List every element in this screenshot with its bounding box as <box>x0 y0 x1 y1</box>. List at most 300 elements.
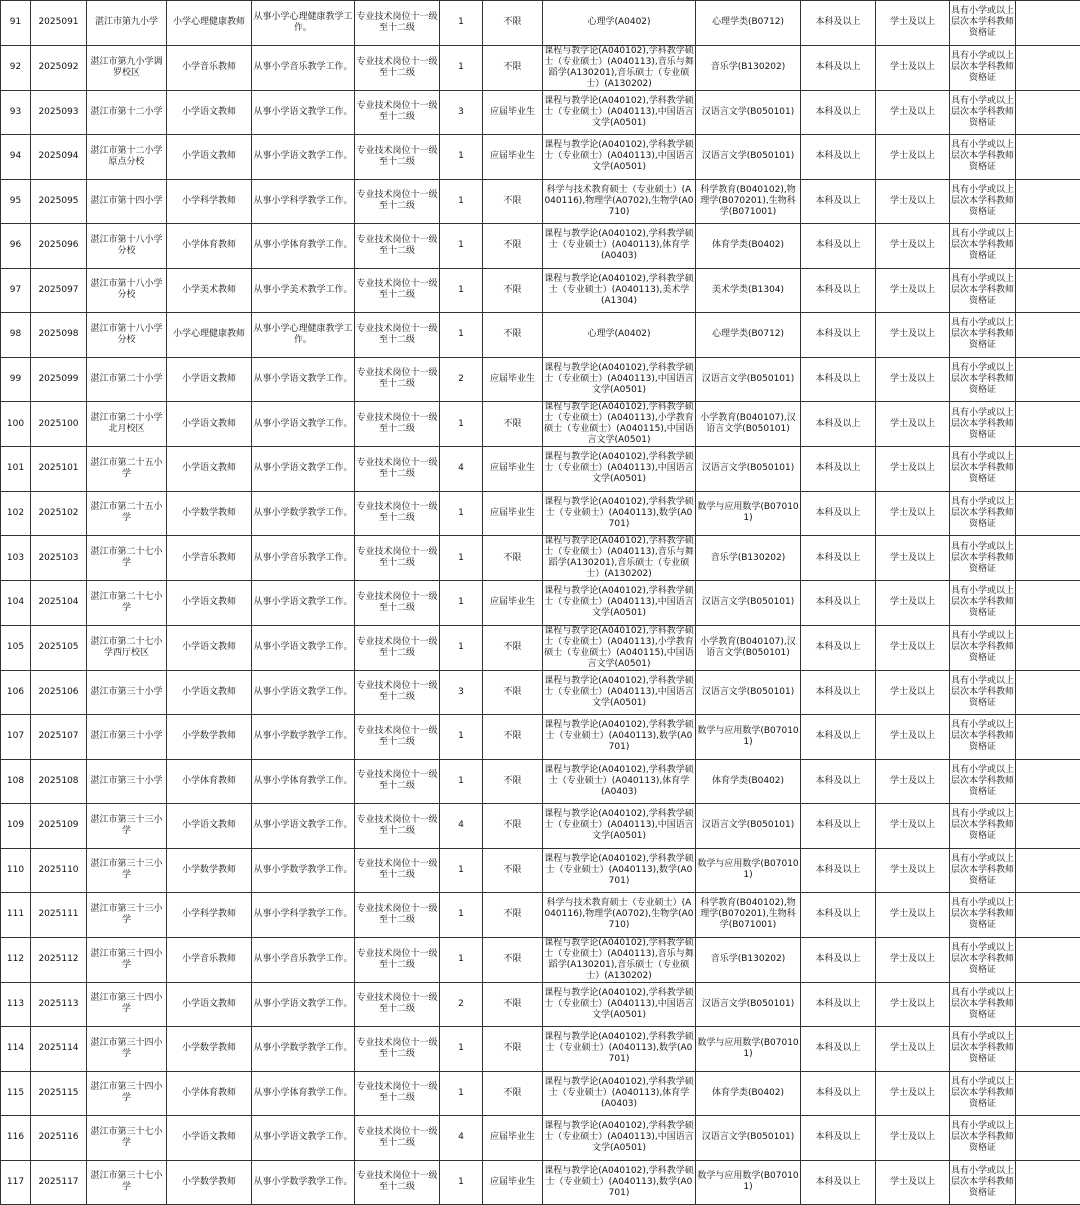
postgraduate-major-cell: 课程与教学论(A040102),学科教学硕士（专业硕士）(A040113),中国语言文学(A0501) <box>543 670 696 715</box>
postgraduate-major-cell: 课程与教学论(A040102),学科教学硕士（专业硕士）(A040113),体育学(A0403) <box>543 759 696 804</box>
job-description-cell: 从事小学语文教学工作。 <box>252 670 355 715</box>
education-requirement-cell: 本科及以上 <box>801 313 876 358</box>
serial-number-cell: 110 <box>1 848 31 893</box>
position-name-cell: 小学音乐教师 <box>167 937 252 982</box>
degree-requirement-cell: 学士及以上 <box>876 715 950 760</box>
other-requirements-cell: 具有小学或以上层次本学科教师资格证 <box>950 268 1016 313</box>
education-requirement-cell: 本科及以上 <box>801 715 876 760</box>
hiring-count-cell: 1 <box>440 135 483 180</box>
serial-number-cell: 116 <box>1 1116 31 1161</box>
undergraduate-major-cell: 汉语言文学(B050101) <box>696 135 801 180</box>
education-requirement-cell: 本科及以上 <box>801 268 876 313</box>
position-level-cell: 专业技术岗位十一级至十二级 <box>355 893 440 938</box>
job-description-cell: 从事小学科学教学工作。 <box>252 893 355 938</box>
hiring-count-cell: 1 <box>440 268 483 313</box>
remarks-cell <box>1016 715 1080 760</box>
position-code-cell: 2025092 <box>31 45 87 90</box>
position-name-cell: 小学数学教师 <box>167 715 252 760</box>
undergraduate-major-cell: 小学教育(B040107),汉语言文学(B050101) <box>696 402 801 447</box>
position-name-cell: 小学语文教师 <box>167 670 252 715</box>
degree-requirement-cell: 学士及以上 <box>876 447 950 492</box>
employer-name-cell: 湛江市第三十四小学 <box>87 982 167 1027</box>
education-requirement-cell: 本科及以上 <box>801 402 876 447</box>
position-name-cell: 小学语文教师 <box>167 357 252 402</box>
table-row <box>1 357 1080 402</box>
job-description-cell: 从事小学体育教学工作。 <box>252 224 355 269</box>
education-requirement-cell: 本科及以上 <box>801 135 876 180</box>
education-requirement-cell: 本科及以上 <box>801 759 876 804</box>
postgraduate-major-cell: 课程与教学论(A040102),学科教学硕士（专业硕士）(A040113),数学(A0701) <box>543 1027 696 1072</box>
table-row <box>1 402 1080 447</box>
remarks-cell <box>1016 224 1080 269</box>
employer-name-cell: 湛江市第三十七小学 <box>87 1116 167 1161</box>
postgraduate-major-cell: 课程与教学论(A040102),学科教学硕士（专业硕士）(A040113),音乐与舞蹈学(A130201),音乐硕士（专业硕士）(A130202) <box>543 937 696 982</box>
postgraduate-major-cell: 课程与教学论(A040102),学科教学硕士（专业硕士）(A040113),数学(A0701) <box>543 1160 696 1205</box>
hiring-count-cell: 1 <box>440 893 483 938</box>
position-code-cell: 2025093 <box>31 90 87 135</box>
remarks-cell <box>1016 581 1080 626</box>
position-code-cell: 2025106 <box>31 670 87 715</box>
position-code-cell: 2025112 <box>31 937 87 982</box>
candidate-type-cell: 不限 <box>483 402 543 447</box>
position-code-cell: 2025097 <box>31 268 87 313</box>
table-row <box>1 982 1080 1027</box>
position-name-cell: 小学语文教师 <box>167 90 252 135</box>
other-requirements-cell: 具有小学或以上层次本学科教师资格证 <box>950 357 1016 402</box>
position-level-cell: 专业技术岗位十一级至十二级 <box>355 1071 440 1116</box>
candidate-type-cell: 不限 <box>483 937 543 982</box>
position-name-cell: 小学数学教师 <box>167 491 252 536</box>
serial-number-cell: 97 <box>1 268 31 313</box>
other-requirements-cell: 具有小学或以上层次本学科教师资格证 <box>950 1160 1016 1205</box>
undergraduate-major-cell: 音乐学(B130202) <box>696 937 801 982</box>
undergraduate-major-cell: 汉语言文学(B050101) <box>696 670 801 715</box>
job-description-cell: 从事小学体育教学工作。 <box>252 1071 355 1116</box>
employer-name-cell: 湛江市第三十三小学 <box>87 893 167 938</box>
undergraduate-major-cell: 汉语言文学(B050101) <box>696 982 801 1027</box>
table-row <box>1 1160 1080 1205</box>
serial-number-cell: 96 <box>1 224 31 269</box>
position-level-cell: 专业技术岗位十一级至十二级 <box>355 447 440 492</box>
education-requirement-cell: 本科及以上 <box>801 447 876 492</box>
table-row <box>1 670 1080 715</box>
education-requirement-cell: 本科及以上 <box>801 1160 876 1205</box>
position-name-cell: 小学心理健康教师 <box>167 1 252 46</box>
position-code-cell: 2025111 <box>31 893 87 938</box>
employer-name-cell: 湛江市第二十七小学 <box>87 581 167 626</box>
undergraduate-major-cell: 心理学类(B0712) <box>696 313 801 358</box>
position-level-cell: 专业技术岗位十一级至十二级 <box>355 491 440 536</box>
job-description-cell: 从事小学语文教学工作。 <box>252 135 355 180</box>
candidate-type-cell: 不限 <box>483 982 543 1027</box>
postgraduate-major-cell: 课程与教学论(A040102),学科教学硕士（专业硕士）(A040113),中国语言文学(A0501) <box>543 90 696 135</box>
hiring-count-cell: 1 <box>440 1027 483 1072</box>
position-code-cell: 2025103 <box>31 536 87 581</box>
postgraduate-major-cell: 课程与教学论(A040102),学科教学硕士（专业硕士）(A040113),中国语言文学(A0501) <box>543 135 696 180</box>
job-description-cell: 从事小学体育教学工作。 <box>252 759 355 804</box>
position-code-cell: 2025108 <box>31 759 87 804</box>
position-name-cell: 小学体育教师 <box>167 759 252 804</box>
serial-number-cell: 94 <box>1 135 31 180</box>
employer-name-cell: 湛江市第二十五小学 <box>87 491 167 536</box>
undergraduate-major-cell: 心理学类(B0712) <box>696 1 801 46</box>
hiring-count-cell: 1 <box>440 1160 483 1205</box>
table-row <box>1 1 1080 46</box>
job-description-cell: 从事小学心理健康教学工作。 <box>252 1 355 46</box>
job-description-cell: 从事小学语文教学工作。 <box>252 581 355 626</box>
remarks-cell <box>1016 491 1080 536</box>
position-name-cell: 小学语文教师 <box>167 402 252 447</box>
hiring-count-cell: 4 <box>440 447 483 492</box>
table-row <box>1 581 1080 626</box>
undergraduate-major-cell: 科学教育(B040102),物理学(B070201),生物科学(B071001) <box>696 893 801 938</box>
position-name-cell: 小学语文教师 <box>167 1116 252 1161</box>
degree-requirement-cell: 学士及以上 <box>876 224 950 269</box>
table-row <box>1 536 1080 581</box>
position-level-cell: 专业技术岗位十一级至十二级 <box>355 90 440 135</box>
table-row <box>1 625 1080 670</box>
employer-name-cell: 湛江市第三十小学 <box>87 759 167 804</box>
other-requirements-cell: 具有小学或以上层次本学科教师资格证 <box>950 715 1016 760</box>
table-row <box>1 135 1080 180</box>
postgraduate-major-cell: 课程与教学论(A040102),学科教学硕士（专业硕士）(A040113),小学教育硕士（专业硕士）(A040115),中国语言文学(A0501) <box>543 402 696 447</box>
table-row <box>1 313 1080 358</box>
hiring-count-cell: 3 <box>440 670 483 715</box>
table-row <box>1 90 1080 135</box>
postgraduate-major-cell: 课程与教学论(A040102),学科教学硕士（专业硕士）(A040113),体育学(A0403) <box>543 1071 696 1116</box>
job-description-cell: 从事小学音乐教学工作。 <box>252 937 355 982</box>
candidate-type-cell: 不限 <box>483 179 543 224</box>
position-level-cell: 专业技术岗位十一级至十二级 <box>355 1 440 46</box>
hiring-count-cell: 1 <box>440 1071 483 1116</box>
position-level-cell: 专业技术岗位十一级至十二级 <box>355 670 440 715</box>
position-name-cell: 小学语文教师 <box>167 581 252 626</box>
remarks-cell <box>1016 536 1080 581</box>
education-requirement-cell: 本科及以上 <box>801 1116 876 1161</box>
undergraduate-major-cell: 体育学类(B0402) <box>696 759 801 804</box>
job-description-cell: 从事小学数学教学工作。 <box>252 848 355 893</box>
employer-name-cell: 湛江市第三十七小学 <box>87 1160 167 1205</box>
position-level-cell: 专业技术岗位十一级至十二级 <box>355 848 440 893</box>
position-name-cell: 小学体育教师 <box>167 224 252 269</box>
candidate-type-cell: 应届毕业生 <box>483 447 543 492</box>
remarks-cell <box>1016 1027 1080 1072</box>
other-requirements-cell: 具有小学或以上层次本学科教师资格证 <box>950 313 1016 358</box>
education-requirement-cell: 本科及以上 <box>801 224 876 269</box>
position-level-cell: 专业技术岗位十一级至十二级 <box>355 357 440 402</box>
hiring-count-cell: 1 <box>440 1 483 46</box>
remarks-cell <box>1016 135 1080 180</box>
job-description-cell: 从事小学语文教学工作。 <box>252 357 355 402</box>
serial-number-cell: 112 <box>1 937 31 982</box>
education-requirement-cell: 本科及以上 <box>801 1071 876 1116</box>
education-requirement-cell: 本科及以上 <box>801 179 876 224</box>
remarks-cell <box>1016 804 1080 849</box>
table-row <box>1 447 1080 492</box>
hiring-count-cell: 1 <box>440 491 483 536</box>
degree-requirement-cell: 学士及以上 <box>876 581 950 626</box>
other-requirements-cell: 具有小学或以上层次本学科教师资格证 <box>950 848 1016 893</box>
serial-number-cell: 105 <box>1 625 31 670</box>
postgraduate-major-cell: 科学与技术教育硕士（专业硕士）(A040116),物理学(A0702),生物学(A0710) <box>543 179 696 224</box>
employer-name-cell: 湛江市第十四小学 <box>87 179 167 224</box>
degree-requirement-cell: 学士及以上 <box>876 625 950 670</box>
degree-requirement-cell: 学士及以上 <box>876 491 950 536</box>
candidate-type-cell: 不限 <box>483 1 543 46</box>
position-code-cell: 2025115 <box>31 1071 87 1116</box>
other-requirements-cell: 具有小学或以上层次本学科教师资格证 <box>950 670 1016 715</box>
remarks-cell <box>1016 90 1080 135</box>
position-name-cell: 小学语文教师 <box>167 447 252 492</box>
postgraduate-major-cell: 科学与技术教育硕士（专业硕士）(A040116),物理学(A0702),生物学(A0710) <box>543 893 696 938</box>
postgraduate-major-cell: 课程与教学论(A040102),学科教学硕士（专业硕士）(A040113),美术学(A1304) <box>543 268 696 313</box>
job-description-cell: 从事小学音乐教学工作。 <box>252 45 355 90</box>
degree-requirement-cell: 学士及以上 <box>876 1 950 46</box>
other-requirements-cell: 具有小学或以上层次本学科教师资格证 <box>950 90 1016 135</box>
serial-number-cell: 93 <box>1 90 31 135</box>
hiring-count-cell: 2 <box>440 357 483 402</box>
remarks-cell <box>1016 670 1080 715</box>
employer-name-cell: 湛江市第十八小学分校 <box>87 268 167 313</box>
serial-number-cell: 95 <box>1 179 31 224</box>
job-description-cell: 从事小学语文教学工作。 <box>252 625 355 670</box>
employer-name-cell: 湛江市第三十三小学 <box>87 848 167 893</box>
hiring-count-cell: 4 <box>440 1116 483 1161</box>
employer-name-cell: 湛江市第三十四小学 <box>87 937 167 982</box>
postgraduate-major-cell: 课程与教学论(A040102),学科教学硕士（专业硕士）(A040113),数学(A0701) <box>543 848 696 893</box>
hiring-count-cell: 2 <box>440 982 483 1027</box>
serial-number-cell: 113 <box>1 982 31 1027</box>
position-name-cell: 小学科学教师 <box>167 179 252 224</box>
remarks-cell <box>1016 1116 1080 1161</box>
remarks-cell <box>1016 1071 1080 1116</box>
job-description-cell: 从事小学数学教学工作。 <box>252 715 355 760</box>
hiring-count-cell: 1 <box>440 224 483 269</box>
job-description-cell: 从事小学心理健康教学工作。 <box>252 313 355 358</box>
employer-name-cell: 湛江市第三十三小学 <box>87 804 167 849</box>
education-requirement-cell: 本科及以上 <box>801 670 876 715</box>
degree-requirement-cell: 学士及以上 <box>876 982 950 1027</box>
undergraduate-major-cell: 体育学类(B0402) <box>696 1071 801 1116</box>
table-row <box>1 759 1080 804</box>
degree-requirement-cell: 学士及以上 <box>876 1116 950 1161</box>
table-row <box>1 45 1080 90</box>
education-requirement-cell: 本科及以上 <box>801 1027 876 1072</box>
employer-name-cell: 湛江市第九小学调罗校区 <box>87 45 167 90</box>
position-code-cell: 2025109 <box>31 804 87 849</box>
job-description-cell: 从事小学科学教学工作。 <box>252 179 355 224</box>
position-code-cell: 2025094 <box>31 135 87 180</box>
position-name-cell: 小学语文教师 <box>167 804 252 849</box>
position-code-cell: 2025117 <box>31 1160 87 1205</box>
table-row <box>1 804 1080 849</box>
hiring-count-cell: 1 <box>440 313 483 358</box>
education-requirement-cell: 本科及以上 <box>801 536 876 581</box>
employer-name-cell: 湛江市第十二小学 <box>87 90 167 135</box>
education-requirement-cell: 本科及以上 <box>801 581 876 626</box>
position-code-cell: 2025110 <box>31 848 87 893</box>
serial-number-cell: 102 <box>1 491 31 536</box>
table-row <box>1 268 1080 313</box>
remarks-cell <box>1016 313 1080 358</box>
postgraduate-major-cell: 课程与教学论(A040102),学科教学硕士（专业硕士）(A040113),中国语言文学(A0501) <box>543 581 696 626</box>
degree-requirement-cell: 学士及以上 <box>876 937 950 982</box>
employer-name-cell: 湛江市第三十四小学 <box>87 1027 167 1072</box>
position-code-cell: 2025104 <box>31 581 87 626</box>
candidate-type-cell: 不限 <box>483 313 543 358</box>
serial-number-cell: 99 <box>1 357 31 402</box>
degree-requirement-cell: 学士及以上 <box>876 135 950 180</box>
undergraduate-major-cell: 数学与应用数学(B070101) <box>696 1027 801 1072</box>
position-code-cell: 2025096 <box>31 224 87 269</box>
remarks-cell <box>1016 982 1080 1027</box>
hiring-count-cell: 1 <box>440 759 483 804</box>
candidate-type-cell: 不限 <box>483 45 543 90</box>
undergraduate-major-cell: 汉语言文学(B050101) <box>696 90 801 135</box>
position-code-cell: 2025099 <box>31 357 87 402</box>
undergraduate-major-cell: 音乐学(B130202) <box>696 536 801 581</box>
education-requirement-cell: 本科及以上 <box>801 848 876 893</box>
candidate-type-cell: 应届毕业生 <box>483 1160 543 1205</box>
position-level-cell: 专业技术岗位十一级至十二级 <box>355 804 440 849</box>
position-level-cell: 专业技术岗位十一级至十二级 <box>355 135 440 180</box>
education-requirement-cell: 本科及以上 <box>801 804 876 849</box>
position-level-cell: 专业技术岗位十一级至十二级 <box>355 937 440 982</box>
position-level-cell: 专业技术岗位十一级至十二级 <box>355 313 440 358</box>
position-name-cell: 小学美术教师 <box>167 268 252 313</box>
education-requirement-cell: 本科及以上 <box>801 982 876 1027</box>
degree-requirement-cell: 学士及以上 <box>876 893 950 938</box>
position-level-cell: 专业技术岗位十一级至十二级 <box>355 1160 440 1205</box>
job-description-cell: 从事小学数学教学工作。 <box>252 1027 355 1072</box>
remarks-cell <box>1016 402 1080 447</box>
employer-name-cell: 湛江市第二十小学 <box>87 357 167 402</box>
employer-name-cell: 湛江市第二十五小学 <box>87 447 167 492</box>
other-requirements-cell: 具有小学或以上层次本学科教师资格证 <box>950 982 1016 1027</box>
hiring-count-cell: 1 <box>440 937 483 982</box>
undergraduate-major-cell: 科学教育(B040102),物理学(B070201),生物科学(B071001) <box>696 179 801 224</box>
serial-number-cell: 106 <box>1 670 31 715</box>
serial-number-cell: 108 <box>1 759 31 804</box>
remarks-cell <box>1016 1 1080 46</box>
job-description-cell: 从事小学语文教学工作。 <box>252 982 355 1027</box>
candidate-type-cell: 应届毕业生 <box>483 90 543 135</box>
employer-name-cell: 湛江市第二十七小学 <box>87 536 167 581</box>
education-requirement-cell: 本科及以上 <box>801 1 876 46</box>
hiring-count-cell: 1 <box>440 581 483 626</box>
hiring-count-cell: 4 <box>440 804 483 849</box>
serial-number-cell: 114 <box>1 1027 31 1072</box>
degree-requirement-cell: 学士及以上 <box>876 1160 950 1205</box>
other-requirements-cell: 具有小学或以上层次本学科教师资格证 <box>950 804 1016 849</box>
candidate-type-cell: 不限 <box>483 268 543 313</box>
position-code-cell: 2025107 <box>31 715 87 760</box>
position-name-cell: 小学语文教师 <box>167 135 252 180</box>
hiring-count-cell: 1 <box>440 536 483 581</box>
other-requirements-cell: 具有小学或以上层次本学科教师资格证 <box>950 447 1016 492</box>
position-code-cell: 2025091 <box>31 1 87 46</box>
postgraduate-major-cell: 课程与教学论(A040102),学科教学硕士（专业硕士）(A040113),数学(A0701) <box>543 491 696 536</box>
remarks-cell <box>1016 848 1080 893</box>
position-code-cell: 2025100 <box>31 402 87 447</box>
hiring-count-cell: 1 <box>440 715 483 760</box>
candidate-type-cell: 不限 <box>483 1027 543 1072</box>
postgraduate-major-cell: 课程与教学论(A040102),学科教学硕士（专业硕士）(A040113),中国语言文学(A0501) <box>543 447 696 492</box>
position-level-cell: 专业技术岗位十一级至十二级 <box>355 982 440 1027</box>
degree-requirement-cell: 学士及以上 <box>876 357 950 402</box>
undergraduate-major-cell: 音乐学(B130202) <box>696 45 801 90</box>
table-row <box>1 224 1080 269</box>
hiring-count-cell: 3 <box>440 90 483 135</box>
position-code-cell: 2025101 <box>31 447 87 492</box>
other-requirements-cell: 具有小学或以上层次本学科教师资格证 <box>950 536 1016 581</box>
undergraduate-major-cell: 汉语言文学(B050101) <box>696 1116 801 1161</box>
education-requirement-cell: 本科及以上 <box>801 90 876 135</box>
undergraduate-major-cell: 汉语言文学(B050101) <box>696 447 801 492</box>
candidate-type-cell: 不限 <box>483 893 543 938</box>
position-level-cell: 专业技术岗位十一级至十二级 <box>355 402 440 447</box>
degree-requirement-cell: 学士及以上 <box>876 1027 950 1072</box>
serial-number-cell: 101 <box>1 447 31 492</box>
position-code-cell: 2025105 <box>31 625 87 670</box>
position-code-cell: 2025114 <box>31 1027 87 1072</box>
hiring-count-cell: 1 <box>440 179 483 224</box>
degree-requirement-cell: 学士及以上 <box>876 759 950 804</box>
employer-name-cell: 湛江市第二十小学北月校区 <box>87 402 167 447</box>
other-requirements-cell: 具有小学或以上层次本学科教师资格证 <box>950 179 1016 224</box>
table-row <box>1 491 1080 536</box>
position-code-cell: 2025098 <box>31 313 87 358</box>
degree-requirement-cell: 学士及以上 <box>876 45 950 90</box>
postgraduate-major-cell: 课程与教学论(A040102),学科教学硕士（专业硕士）(A040113),中国语言文学(A0501) <box>543 804 696 849</box>
remarks-cell <box>1016 625 1080 670</box>
postgraduate-major-cell: 心理学(A0402) <box>543 1 696 46</box>
candidate-type-cell: 不限 <box>483 670 543 715</box>
employer-name-cell: 湛江市第十八小学分校 <box>87 313 167 358</box>
candidate-type-cell: 应届毕业生 <box>483 135 543 180</box>
position-name-cell: 小学语文教师 <box>167 982 252 1027</box>
employer-name-cell: 湛江市第三十小学 <box>87 715 167 760</box>
degree-requirement-cell: 学士及以上 <box>876 804 950 849</box>
position-name-cell: 小学体育教师 <box>167 1071 252 1116</box>
undergraduate-major-cell: 汉语言文学(B050101) <box>696 357 801 402</box>
table-row <box>1 848 1080 893</box>
job-description-cell: 从事小学美术教学工作。 <box>252 268 355 313</box>
undergraduate-major-cell: 数学与应用数学(B070101) <box>696 491 801 536</box>
degree-requirement-cell: 学士及以上 <box>876 402 950 447</box>
position-name-cell: 小学数学教师 <box>167 848 252 893</box>
serial-number-cell: 109 <box>1 804 31 849</box>
other-requirements-cell: 具有小学或以上层次本学科教师资格证 <box>950 893 1016 938</box>
education-requirement-cell: 本科及以上 <box>801 937 876 982</box>
position-name-cell: 小学音乐教师 <box>167 536 252 581</box>
position-code-cell: 2025102 <box>31 491 87 536</box>
degree-requirement-cell: 学士及以上 <box>876 536 950 581</box>
candidate-type-cell: 应届毕业生 <box>483 491 543 536</box>
job-description-cell: 从事小学数学教学工作。 <box>252 491 355 536</box>
other-requirements-cell: 具有小学或以上层次本学科教师资格证 <box>950 1027 1016 1072</box>
remarks-cell <box>1016 45 1080 90</box>
undergraduate-major-cell: 数学与应用数学(B070101) <box>696 848 801 893</box>
undergraduate-major-cell: 汉语言文学(B050101) <box>696 581 801 626</box>
other-requirements-cell: 具有小学或以上层次本学科教师资格证 <box>950 937 1016 982</box>
postgraduate-major-cell: 课程与教学论(A040102),学科教学硕士（专业硕士）(A040113),中国语言文学(A0501) <box>543 357 696 402</box>
other-requirements-cell: 具有小学或以上层次本学科教师资格证 <box>950 1 1016 46</box>
remarks-cell <box>1016 447 1080 492</box>
serial-number-cell: 104 <box>1 581 31 626</box>
postgraduate-major-cell: 课程与教学论(A040102),学科教学硕士（专业硕士）(A040113),体育学(A0403) <box>543 224 696 269</box>
position-name-cell: 小学心理健康教师 <box>167 313 252 358</box>
